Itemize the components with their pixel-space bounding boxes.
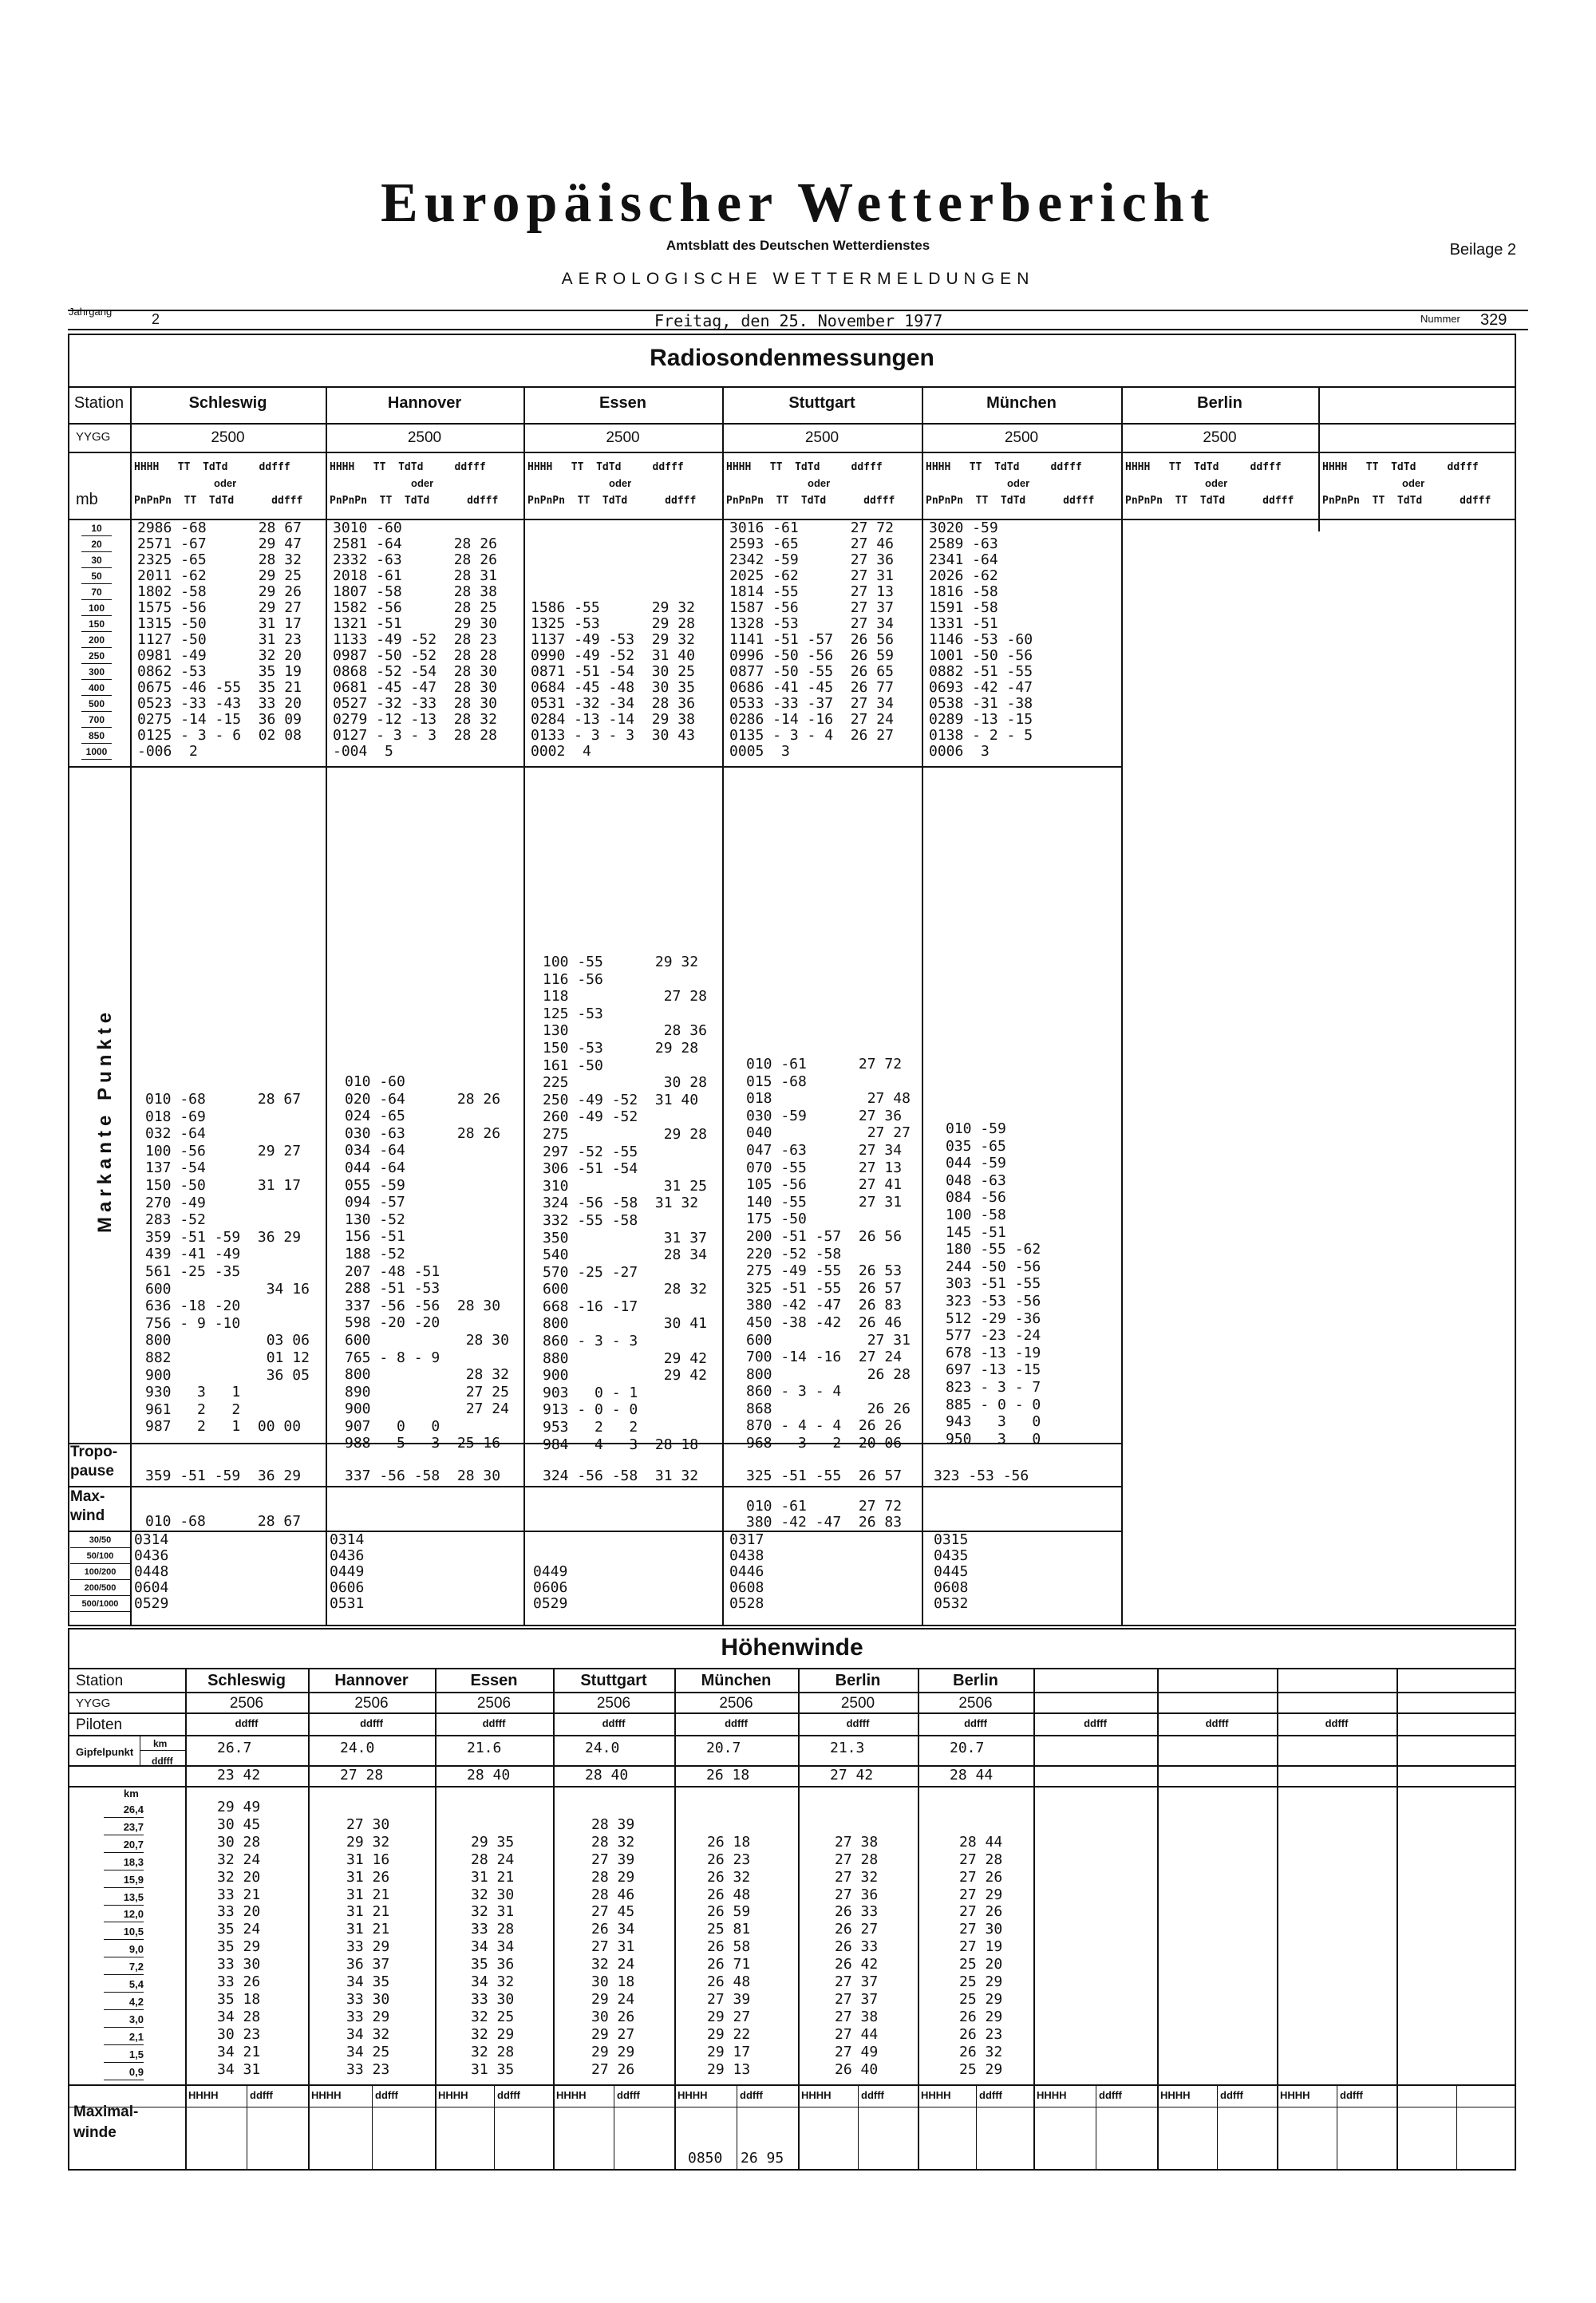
height-level-label: 12,0 [104, 1906, 144, 1922]
column-line [922, 386, 923, 1626]
col-head: HHHH TT TdTd ddfff [1125, 461, 1282, 473]
winds-col-line [918, 1668, 919, 2171]
pressure-level-label: 100 [81, 600, 112, 616]
height-level-label: 5,4 [104, 1976, 144, 1993]
yygg-value: 2500 [606, 429, 640, 446]
wind-column-stuttgart: 28 39 28 32 27 39 28 29 28 46 27 45 26 34 27 31 32 24 30 18 29 24 30 26 29 27 29 29 27 26 [591, 1815, 635, 2078]
height-level-label: 9,0 [104, 1941, 144, 1957]
header-rule-bottom [68, 329, 1528, 330]
wind-hhhh-header: HHHH [311, 2089, 342, 2101]
gipfel-km-value: 24.0 [585, 1740, 620, 1756]
pressure-level-label: 150 [81, 616, 112, 632]
height-level-label: 10,5 [104, 1923, 144, 1940]
col-head: oder [609, 477, 632, 489]
wind-column-essen: 29 35 28 24 31 21 32 30 32 31 33 28 34 34 35 36 34 32 33 30 32 25 32 29 32 28 31 35 [471, 1833, 515, 2078]
tropopause-label [70, 1443, 117, 1481]
maxwind-stuttgart: 010 -61 27 72 380 -42 -47 26 83 [746, 1498, 903, 1531]
wind-ddfff-header: ddfff [617, 2089, 640, 2101]
gipfel-ddfff-value: 28 40 [585, 1767, 629, 1784]
wind-ddfff-header: ddfff [1325, 1717, 1349, 1729]
marked-data-schleswig: 010 -68 28 67 018 -69 032 -64 100 -56 29 27 137 -54 150 -50 31 17 270 -49 283 -52 359 -51 -59 36 29 439 -41 -49 561 -25 -35 600 34 16 636 -18 -20 756 - 9 -10 800 03 06 882 01 12 900 36 05 930 3 1 961 2 2 987 2 1 00 00 [145, 1091, 310, 1436]
pressure-level-label: 300 [81, 664, 112, 680]
layer-label: 50/100 [70, 1548, 130, 1564]
col-head: oder [214, 477, 237, 489]
col-head: HHHH TT TdTd ddfff [1322, 461, 1479, 473]
maxwind-label-line: Max- [70, 1488, 105, 1505]
winds-col-line [976, 2084, 977, 2171]
winds-col-line [798, 1668, 800, 2171]
radiosonde-title: Radiosondenmessungen [650, 345, 934, 371]
divider [68, 423, 1516, 425]
wind-ddfff-header: ddfff [725, 1717, 748, 1729]
pressure-level-label: 200 [81, 632, 112, 648]
wind-yygg-value: 2506 [596, 1695, 631, 1712]
column-line [130, 386, 132, 1626]
col-head: PnPnPn TT TdTd ddfff [527, 495, 697, 507]
yygg-value: 2500 [1203, 429, 1237, 446]
gipfel-ddfff-value: 28 40 [467, 1767, 511, 1784]
winds-col-line [435, 1668, 437, 2171]
winds-col-line [1033, 1668, 1035, 2171]
pressure-level-label: 500 [81, 696, 112, 712]
heights-km-label: km [124, 1787, 139, 1799]
pressure-level-label: 70 [81, 584, 112, 600]
wind-ddfff-header: ddfff [235, 1717, 259, 1729]
height-level-label: 2,1 [104, 2028, 144, 2045]
issue-date: Freitag, den 25. November 1977 [654, 311, 943, 330]
col-head: HHHH TT TdTd ddfff [134, 461, 290, 473]
number-value: 329 [1480, 311, 1507, 329]
divider [68, 766, 1121, 768]
winds-col-line [308, 1668, 310, 2171]
layer-stuttgart: 0317 0438 0446 0608 0528 [729, 1531, 764, 1612]
wind-station-name: Essen [470, 1672, 518, 1689]
layer-label: 30/50 [70, 1532, 130, 1548]
col-head: oder [1007, 477, 1030, 489]
wind-ddfff-header: ddfff [602, 1717, 626, 1729]
maximal-label-line: winde [73, 2124, 117, 2141]
marked-data-muenchen: 010 -59 035 -65 044 -59 048 -63 084 -56 100 -58 145 -51 180 -55 -62 244 -50 -56 303 -51 -55 323 -53 -56 512 -29 -36 577 -23 -24 678 -13 -19 697 -13 -15 823 - 3 - 7 885 - 0 - 0 943 3 0 950 3 0 [946, 1120, 1041, 1448]
height-level-label: 18,3 [104, 1854, 144, 1870]
yygg-value: 2500 [211, 429, 245, 446]
col-head: HHHH TT TdTd ddfff [527, 461, 684, 473]
wind-column-berlin-1: 27 38 27 28 27 32 27 36 26 33 26 27 26 33 26 42 27 37 27 37 27 38 27 44 27 49 26 40 [835, 1833, 879, 2078]
wind-hhhh-header: HHHH [801, 2089, 832, 2101]
divider [68, 1486, 1121, 1487]
wind-station-name: München [701, 1672, 772, 1689]
pressure-level-label: 250 [81, 648, 112, 664]
wind-station-name: Berlin [953, 1672, 998, 1689]
col-head: PnPnPn TT TdTd ddfff [1322, 495, 1491, 507]
winds-piloten-label: Piloten [76, 1716, 123, 1733]
gipfel-km-label: km [153, 1738, 168, 1749]
winds-row-line [140, 1750, 185, 1751]
number-label: Nummer [1420, 313, 1460, 325]
subtitle: Amtsblatt des Deutschen Wetterdienstes [666, 238, 930, 253]
column-line [326, 386, 327, 1626]
winds-row-line [68, 1765, 1516, 1767]
year-label: Jahrgang [69, 306, 113, 318]
wind-ddfff-header: ddfff [375, 2089, 398, 2101]
wind-yygg-value: 2506 [354, 1695, 389, 1712]
winds-col-line [494, 2084, 495, 2171]
header-rule-top [68, 310, 1528, 311]
wind-yygg-value: 2500 [840, 1695, 875, 1712]
height-level-label: 15,9 [104, 1871, 144, 1888]
gipfel-km-value: 20.7 [950, 1740, 985, 1756]
maximal-label-line: Maximal- [73, 2104, 139, 2120]
winds-yygg-label: YYGG [76, 1697, 111, 1710]
station-berlin: Berlin [1197, 394, 1242, 412]
col-head: oder [1205, 477, 1228, 489]
winds-title: Höhenwinde [721, 1634, 863, 1661]
wind-hhhh-header: HHHH [438, 2089, 468, 2101]
winds-col-line [185, 1668, 187, 2171]
height-level-label: 23,7 [104, 1819, 144, 1835]
tropopause-label-line: Tropo- [70, 1444, 118, 1460]
wind-column-hannover: 27 30 29 32 31 16 31 26 31 21 31 21 31 21 33 29 36 37 34 35 33 30 33 29 34 32 34 25 33 23 [346, 1815, 390, 2078]
supplement-label: Beilage 2 [1449, 241, 1516, 259]
divider [68, 452, 1516, 453]
winds-col-line [1217, 2084, 1218, 2171]
wind-ddfff-header: ddfff [861, 2089, 884, 2101]
wind-ddfff-header: ddfff [482, 1717, 506, 1729]
maxwind-label-line: wind [70, 1507, 105, 1524]
std-data-stuttgart: 3016 -61 27 72 2593 -65 27 46 2342 -59 27 36 2025 -62 27 31 1814 -55 27 13 1587 -56 27 37 1328 -53 27 34 1141 -51 -57 26 56 0996 -50 -56 26 59 0877 -50 -55 26 65 0686 -41 -45 26 77 0533 -33 -37 27 34 0286 -14 -16 27 24 0135 - 3 - 4 26 27 0005 3 [729, 519, 894, 760]
wind-column-muenchen: 26 18 26 23 26 32 26 48 26 59 25 81 26 58 26 71 26 48 27 39 29 27 29 22 29 17 29 13 [707, 1833, 751, 2078]
wind-ddfff-header: ddfff [497, 2089, 520, 2101]
wind-hhhh-header: HHHH [678, 2089, 708, 2101]
station-muenchen: München [986, 394, 1057, 412]
height-level-label: 3,0 [104, 2011, 144, 2028]
layer-hannover: 0314 0436 0449 0606 0531 [330, 1531, 365, 1612]
gipfel-ddfff-value: 28 44 [950, 1767, 994, 1784]
col-head: oder [1402, 477, 1425, 489]
wind-hhhh-header: HHHH [1037, 2089, 1067, 2101]
winds-row-line [68, 1668, 1516, 1669]
tropo-essen: 324 -56 -58 31 32 [543, 1468, 699, 1484]
col-head: PnPnPn TT TdTd ddfff [330, 495, 499, 507]
max-wind-hhhh: 0850 [688, 2150, 723, 2167]
layer-muenchen: 0315 0435 0445 0608 0532 [934, 1531, 969, 1612]
wind-ddfff-header: ddfff [740, 2089, 763, 2101]
gipfel-ddfff-value: 27 42 [830, 1767, 874, 1784]
wind-column-berlin-2: 28 44 27 28 27 26 27 29 27 26 27 30 27 19 25 20 25 29 25 29 26 29 26 23 26 32 25 29 [959, 1833, 1003, 2078]
wind-ddfff-header: ddfff [1220, 2089, 1243, 2101]
wind-ddfff-header: ddfff [1340, 2089, 1363, 2101]
wind-hhhh-header: HHHH [1160, 2089, 1191, 2101]
tropo-muenchen: 323 -53 -56 [934, 1468, 1029, 1484]
pressure-level-label: 1000 [81, 744, 112, 760]
wind-ddfff-header: ddfff [1205, 1717, 1229, 1729]
wind-yygg-value: 2506 [229, 1695, 264, 1712]
height-level-label: 4,2 [104, 1993, 144, 2010]
col-head: PnPnPn TT TdTd ddfff [726, 495, 895, 507]
wind-station-name: Stuttgart [580, 1672, 647, 1689]
std-data-essen: 1586 -55 29 32 1325 -53 29 28 1137 -49 -53 29 32 0990 -49 -52 31 40 0871 -51 -54 30 25 0684 -45 -48 30 35 0531 -32 -34 28 36 0284 -13 -14 29 38 0133 - 3 - 3 30 43 0002 4 [531, 599, 695, 760]
station-stuttgart: Stuttgart [788, 394, 855, 412]
height-level-label: 20,7 [104, 1836, 144, 1853]
column-line [1318, 386, 1320, 531]
layer-schleswig: 0314 0436 0448 0604 0529 [134, 1531, 169, 1612]
col-head: PnPnPn TT TdTd ddfff [926, 495, 1095, 507]
wind-ddfff-header: ddfff [1084, 1717, 1107, 1729]
mb-label: mb [76, 491, 98, 508]
winds-row-line [68, 1735, 1516, 1736]
station-label: Station [73, 394, 124, 412]
station-essen: Essen [599, 394, 646, 412]
wind-yygg-value: 2506 [719, 1695, 753, 1712]
wind-yygg-value: 2506 [476, 1695, 512, 1712]
wind-station-name: Schleswig [207, 1672, 286, 1689]
col-head: oder [808, 477, 831, 489]
divider [68, 386, 1516, 388]
marked-data-hannover: 010 -60 020 -64 28 26 024 -65 030 -63 28 26 034 -64 044 -64 055 -59 094 -57 130 -52 156 -51 188 -52 207 -48 -51 288 -51 -53 337 -56 -56 28 30 598 -20 -20 600 28 30 765 - 8 - 9 800 28 32 890 27 25 900 27 24 907 0 0 988 5 3 25 16 [345, 1073, 509, 1452]
std-data-hannover: 3010 -60 2581 -64 28 26 2332 -63 28 26 2018 -61 28 31 1807 -58 28 38 1582 -56 28 25 1321 -51 29 30 1133 -49 -52 28 23 0987 -50 -52 28 28 0868 -52 -54 28 30 0681 -45 -47 28 30 0527 -32 -33 28 30 0279 -12 -13 28 32 0127 - 3 - 3 28 28 -004 5 [333, 519, 497, 760]
height-level-label: 0,9 [104, 2064, 144, 2080]
height-level-label: 7,2 [104, 1958, 144, 1975]
col-head: HHHH TT TdTd ddfff [926, 461, 1082, 473]
wind-ddfff-header: ddfff [1099, 2089, 1122, 2101]
winds-col-line [1277, 1668, 1278, 2171]
marked-points-label: Markante Punkte [94, 1007, 116, 1233]
station-hannover: Hannover [387, 394, 462, 412]
winds-col-line [1157, 1668, 1159, 2171]
height-level-label: 1,5 [104, 2046, 144, 2063]
yygg-value: 2500 [1004, 429, 1039, 446]
winds-row-line [68, 1712, 1516, 1714]
yygg-label: YYGG [76, 430, 111, 444]
gipfel-km-value: 21.3 [830, 1740, 865, 1756]
wind-ddfff-header: ddfff [979, 2089, 1002, 2101]
maximal-winds-label [73, 2102, 138, 2143]
winds-station-label: Station [76, 1673, 124, 1689]
maxwind-label [70, 1487, 105, 1526]
yygg-value: 2500 [407, 429, 442, 446]
winds-col-line [372, 2084, 373, 2171]
station-schleswig: Schleswig [188, 394, 267, 412]
page-title: Europäischer Wetterbericht [381, 172, 1215, 234]
winds-col-line [1456, 2084, 1457, 2171]
wind-station-name: Hannover [334, 1672, 409, 1689]
height-level-label: 26,4 [104, 1801, 144, 1818]
pressure-level-label: 30 [81, 552, 112, 568]
gipfel-ddfff-value: 23 42 [217, 1767, 261, 1784]
wind-ddfff-header: ddfff [846, 1717, 870, 1729]
layer-essen: 0449 0606 0529 [533, 1563, 568, 1612]
wind-ddfff-header: ddfff [964, 1717, 987, 1729]
marked-data-essen: 100 -55 29 32 116 -56 118 27 28 125 -53 130 28 36 150 -53 29 28 161 -50 225 30 28 250 -49 -52 31 40 260 -49 -52 275 29 28 297 -52 -55 306 -51 -54 310 31 25 324 -56 -58 31 32 332 -55 -58 350 31 37 540 28 34 570 -25 -27 600 28 32 668 -16 -17 800 30 41 860 - 3 - 3 880 29 42 900 29 42 903 0 - 1 913 - 0 - 0 953 2 2 984 4 3 28 18 [543, 954, 707, 1453]
gipfel-ddfff-label: ddfff [152, 1756, 173, 1767]
wind-yygg-value: 2506 [958, 1695, 993, 1712]
winds-col-line [1396, 1668, 1398, 2171]
tropopause-label-line: pause [70, 1463, 114, 1479]
layer-label: 500/1000 [70, 1596, 130, 1612]
gipfel-km-value: 24.0 [340, 1740, 375, 1756]
std-data-schleswig: 2986 -68 28 67 2571 -67 29 47 2325 -65 28 32 2011 -62 29 25 1802 -58 29 26 1575 -56 29 27 1315 -50 31 17 1127 -50 31 23 0981 -49 32 20 0862 -53 35 19 0675 -46 -55 35 21 0523 -33 -43 33 20 0275 -14 -15 36 09 0125 - 3 - 6 02 08 -006 2 [137, 519, 302, 760]
tropo-stuttgart: 325 -51 -55 26 57 [746, 1468, 903, 1484]
yygg-value: 2500 [804, 429, 839, 446]
section-title: AEROLOGISCHE WETTERMELDUNGEN [561, 270, 1035, 288]
pressure-level-label: 10 [81, 520, 112, 536]
winds-row-line [68, 1786, 1516, 1787]
winds-col-line [858, 2084, 859, 2171]
layer-label: 100/200 [70, 1564, 130, 1580]
wind-ddfff-header: ddfff [250, 2089, 273, 2101]
pressure-level-label: 400 [81, 680, 112, 696]
pressure-level-label: 850 [81, 728, 112, 744]
std-data-muenchen: 3020 -59 2589 -63 2341 -64 2026 -62 1816 -58 1591 -58 1331 -51 1146 -53 -60 1001 -50 -56 0882 -51 -55 0693 -42 -47 0538 -31 -38 0289 -13 -15 0138 - 2 - 5 0006 3 [929, 519, 1033, 760]
gipfel-km-value: 21.6 [467, 1740, 502, 1756]
winds-col-line [674, 1668, 676, 2171]
wind-column-schleswig: 29 49 30 45 30 28 32 24 32 20 33 21 33 20 35 24 35 29 33 30 33 26 35 18 34 28 30 23 34 21 34 31 [217, 1799, 261, 2078]
col-head: PnPnPn TT TdTd ddfff [134, 495, 303, 507]
gipfel-ddfff-value: 26 18 [706, 1767, 750, 1784]
col-head: HHHH TT TdTd ddfff [726, 461, 883, 473]
layer-label: 200/500 [70, 1580, 130, 1596]
wind-ddfff-header: ddfff [360, 1717, 383, 1729]
gipfel-ddfff-value: 27 28 [340, 1767, 384, 1784]
tropo-schleswig: 359 -51 -59 36 29 [145, 1468, 302, 1484]
year-value: 2 [152, 311, 160, 327]
winds-row-line [68, 2084, 1516, 2086]
column-line [1121, 386, 1123, 1626]
maxwind-schleswig: 010 -68 28 67 [145, 1513, 302, 1530]
wind-hhhh-header: HHHH [1280, 2089, 1310, 2101]
col-head: PnPnPn TT TdTd ddfff [1125, 495, 1294, 507]
height-level-label: 13,5 [104, 1889, 144, 1906]
wind-station-name: Berlin [835, 1672, 881, 1689]
wind-hhhh-header: HHHH [921, 2089, 951, 2101]
tropo-hannover: 337 -56 -58 28 30 [345, 1468, 501, 1484]
col-head: oder [411, 477, 434, 489]
wind-hhhh-header: HHHH [556, 2089, 587, 2101]
pressure-level-label: 700 [81, 712, 112, 728]
marked-data-stuttgart: 010 -61 27 72 015 -68 018 27 48 030 -59 27 36 040 27 27 047 -63 27 34 070 -55 27 13 105 -56 27 41 140 -55 27 31 175 -50 200 -51 -57 26 56 220 -52 -58 275 -49 -55 26 53 325 -51 -55 26 57 380 -42 -47 26 83 450 -38 -42 26 46 600 27 31 700 -14 -16 27 24 800 26 28 860 - 3 - 4 868 26 26 870 - 4 - 4 26 26 968 3 2 20 06 [746, 1056, 911, 1452]
gipfel-km-value: 20.7 [706, 1740, 741, 1756]
wind-hhhh-header: HHHH [188, 2089, 219, 2101]
pressure-level-label: 20 [81, 536, 112, 552]
winds-col-line [553, 1668, 555, 2171]
max-wind-ddfff: 26 95 [741, 2150, 784, 2167]
winds-row-line [68, 1692, 1516, 1693]
gipfel-label: Gipfelpunkt [76, 1746, 134, 1758]
col-head: HHHH TT TdTd ddfff [330, 461, 486, 473]
gipfel-km-value: 26.7 [217, 1740, 252, 1756]
column-line [722, 386, 724, 1626]
column-line [523, 386, 525, 1626]
pressure-level-label: 50 [81, 568, 112, 584]
